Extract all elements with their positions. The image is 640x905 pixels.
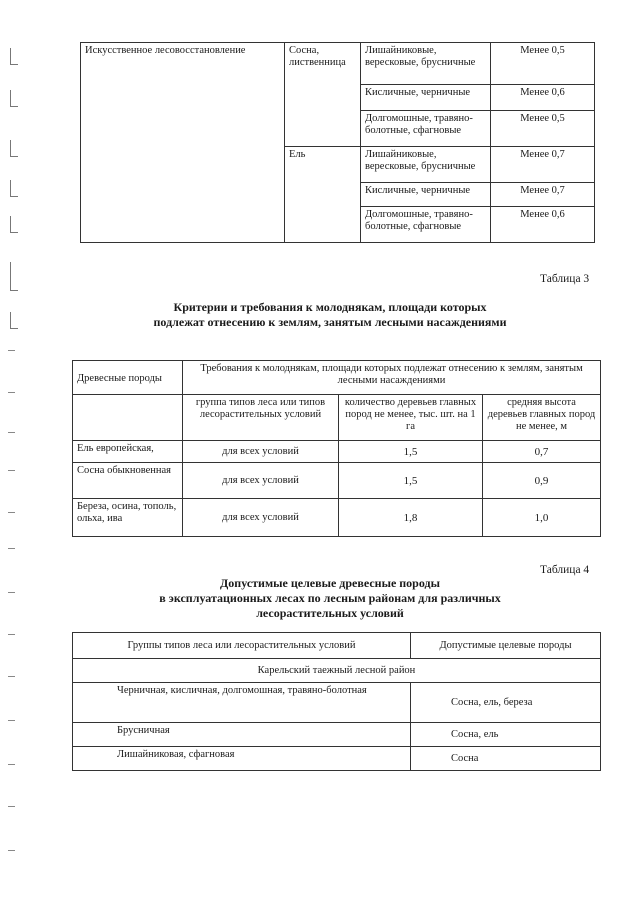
margin-tick (8, 634, 15, 635)
groups-header: Группы типов леса или лесорастительных условий (73, 633, 411, 659)
species-header: Допустимые целевые породы (411, 633, 601, 659)
species-cell: Береза, осина, тополь, ольха, ива (73, 499, 183, 537)
region-row (73, 659, 601, 683)
species-cell: Сосна, ель, береза (411, 683, 601, 723)
table-2-continued (80, 42, 595, 243)
table-4-label: Таблица 4 (540, 564, 590, 576)
species-header: Древесные породы (73, 361, 183, 395)
forest-type-cell: Долгомошные, травяно-болотные, сфагновые (361, 111, 491, 147)
species-cell: Сосна обыкновенная (73, 463, 183, 499)
margin-mark (10, 140, 18, 157)
table-row (73, 441, 601, 463)
title-line: в эксплуатационных лесах по лесным районам для различных (159, 591, 501, 605)
margin-mark (10, 216, 18, 233)
margin-mark (10, 180, 18, 197)
table-row (73, 463, 601, 499)
height-cell: 0,7 (483, 441, 601, 463)
margin-tick (8, 806, 15, 807)
margin-tick (8, 720, 15, 721)
margin-tick (8, 764, 15, 765)
height-cell: 1,0 (483, 499, 601, 537)
table-4 (72, 632, 601, 771)
title-line: Критерии и требования к молоднякам, площади которых (173, 300, 487, 314)
table-header-row (73, 361, 601, 395)
title-line: Допустимые целевые древесные породы (220, 576, 440, 590)
count-header: количество деревьев главных пород не менее, тыс. шт. на 1 га (339, 395, 483, 441)
height-header: средняя высота деревьев главных пород не менее, м (483, 395, 601, 441)
height-cell: 0,9 (483, 463, 601, 499)
margin-mark (10, 48, 18, 65)
title-line: подлежат отнесению к землям, занятым лесными насаждениями (153, 315, 507, 329)
table-row (73, 683, 601, 723)
value-cell: Менее 0,6 (491, 207, 595, 243)
margin-tick (8, 592, 15, 593)
value-cell: Менее 0,5 (491, 43, 595, 85)
group-cell: для всех условий (183, 441, 339, 463)
region-cell: Карельский таежный лесной район (73, 659, 601, 683)
forest-type-cell: Лишайниковые, вересковые, брусничные (361, 43, 491, 85)
species-cell: Сосна, лиственница (285, 43, 361, 147)
group-cell: для всех условий (183, 499, 339, 537)
margin-tick (8, 512, 15, 513)
species-cell: Сосна (411, 747, 601, 771)
margin-tick (8, 350, 15, 351)
forest-type-cell: Кисличные, черничные (361, 85, 491, 111)
empty-cell (73, 395, 183, 441)
table-3 (72, 360, 601, 537)
forest-type-cell: Долгомошные, травяно-болотные, сфагновые (361, 207, 491, 243)
table-row (73, 499, 601, 537)
value-cell: Менее 0,7 (491, 147, 595, 183)
method-cell: Искусственное лесовосстановление (81, 43, 285, 243)
group-header: группа типов леса или типов лесорастительных условий (183, 395, 339, 441)
table-3-label: Таблица 3 (540, 273, 590, 285)
table-3-title (60, 300, 600, 330)
table-row (81, 43, 595, 85)
margin-tick (8, 432, 15, 433)
group-cell: Черничная, кисличная, долгомошная, травяно-болотная (73, 683, 411, 723)
species-cell: Сосна, ель (411, 723, 601, 747)
margin-mark (10, 312, 18, 329)
group-cell: Лишайниковая, сфагновая (73, 747, 411, 771)
count-cell: 1,5 (339, 463, 483, 499)
table-subheader-row (73, 395, 601, 441)
value-cell: Менее 0,6 (491, 85, 595, 111)
value-cell: Менее 0,5 (491, 111, 595, 147)
margin-tick (8, 470, 15, 471)
table-row (73, 747, 601, 771)
group-cell: для всех условий (183, 463, 339, 499)
forest-type-cell: Кисличные, черничные (361, 183, 491, 207)
value-cell: Менее 0,7 (491, 183, 595, 207)
title-line: лесорастительных условий (256, 606, 404, 620)
species-cell: Ель (285, 147, 361, 243)
group-cell: Брусничная (73, 723, 411, 747)
margin-mark (10, 262, 18, 291)
margin-tick (8, 548, 15, 549)
count-cell: 1,5 (339, 441, 483, 463)
requirements-header: Требования к молоднякам, площади которых подлежат отнесению к землям, занятым лесными насаждениями (183, 361, 601, 395)
table-header-row (73, 633, 601, 659)
table-4-title (60, 576, 600, 621)
forest-type-cell: Лишайниковые, вересковые, брусничные (361, 147, 491, 183)
count-cell: 1,8 (339, 499, 483, 537)
margin-tick (8, 850, 15, 851)
margin-tick (8, 676, 15, 677)
margin-tick (8, 392, 15, 393)
margin-mark (10, 90, 18, 107)
species-cell: Ель европейская, (73, 441, 183, 463)
table-row (73, 723, 601, 747)
